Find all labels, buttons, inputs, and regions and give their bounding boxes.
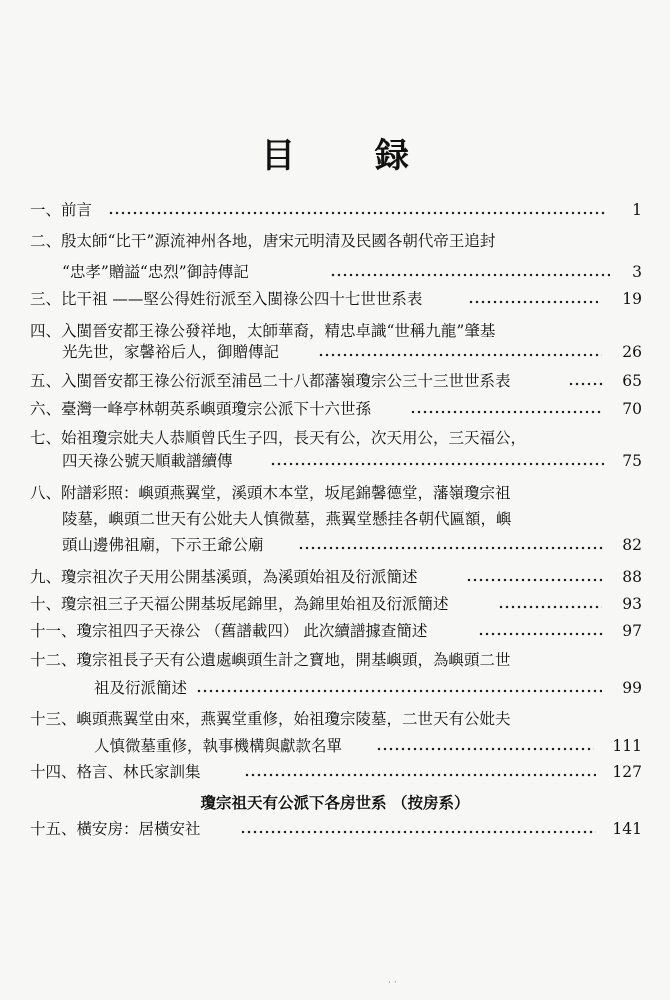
toc-entry-text: 七、始祖瓊宗妣夫人恭順曾氏生子四，長天有公，次天用公，三天福公，: [30, 429, 527, 447]
toc-entry-text: 八、附譜彩照：嶼頭燕翼堂，溪頭木本堂，坂尾錦馨德堂，藩嶺瓊宗祖: [30, 484, 511, 502]
toc-page-number: 97: [622, 622, 642, 640]
toc-page-number: 99: [622, 679, 642, 697]
toc-page-number: 93: [622, 595, 642, 613]
toc-entry: [0, 287, 670, 311]
toc-entry-text: 十五、橫安房：居橫安社: [30, 820, 201, 838]
toc-leader-dots: [108, 198, 606, 222]
toc-page-number: 19: [622, 290, 642, 308]
toc-page-number: 111: [612, 737, 642, 755]
toc-entry-text: 十四、格言、林氏家訓集: [30, 763, 201, 781]
toc-entry: [0, 507, 670, 531]
toc-entry-text: 十、瓊宗祖三子天福公開基坂尾錦里，為錦里始祖及衍派簡述: [30, 595, 449, 613]
toc-entry: [0, 369, 670, 393]
toc-entry: [0, 592, 670, 616]
toc-entry: [0, 707, 670, 731]
toc-entry-text: 三、比干祖 ——堅公得姓衍派至入閩祿公四十七世世系表: [30, 290, 423, 308]
toc-entry: [0, 817, 670, 841]
toc-entry-text: 五、入閩晉安都王祿公衍派至浦邑二十八都藩嶺瓊宗公三十三世世系表: [30, 372, 511, 390]
toc-entry: [0, 533, 670, 557]
toc-page-number: 88: [622, 568, 642, 586]
toc-entry: [0, 340, 670, 364]
toc-entry: [0, 426, 670, 450]
toc-entry-text: 光先世，家馨裕后人，御贈傳記: [62, 343, 280, 361]
toc-entry-text: 陵墓，嶼頭二世天有公妣夫人慎微墓，燕翼堂懸挂各朝代匾額，嶼: [62, 510, 512, 528]
toc-page-number: 3: [632, 263, 642, 281]
toc-entry-text: 四、入閩晉安都王祿公發祥地，太師華裔，精忠卓識“世稱九龍”肇基: [30, 322, 496, 340]
toc-page-number: 141: [612, 820, 642, 838]
toc-leader-dots: [498, 592, 602, 616]
toc-entry-text: 十一、瓊宗祖四子天祿公 （舊譜載四） 此次續譜據查簡述: [30, 622, 428, 640]
toc-entry: [0, 481, 670, 505]
toc-entry: [0, 565, 670, 589]
toc-entry: [0, 260, 670, 284]
toc-entry-text: 十三、嶼頭燕翼堂由來，燕翼堂重修，始祖瓊宗陵墓，二世天有公妣夫: [30, 710, 511, 728]
toc-entry: [0, 229, 670, 253]
toc-leader-dots: [478, 619, 604, 643]
toc-page-number: 127: [612, 763, 642, 781]
toc-page-number: 75: [622, 452, 642, 470]
section-subheading: 瓊宗祖天有公派下各房世系 （按房系）: [200, 793, 470, 812]
toc-entry-text: 九、瓊宗祖次子天用公開基溪頭，為溪頭始祖及衍派簡述: [30, 568, 418, 586]
toc-entry-text: 十二、瓊宗祖長子天有公遺處嶼頭生計之寶地，開基嶼頭，為嶼頭二世: [30, 651, 511, 669]
toc-leader-dots: [196, 676, 602, 700]
toc-leader-dots: [330, 260, 610, 284]
toc-entry: [0, 760, 670, 784]
toc-entry-text: 祖及衍派簡述: [94, 679, 188, 697]
toc-entry-text: 四天祿公號天順載譜續傳: [62, 452, 233, 470]
toc-entry-text: 一、前言: [30, 201, 93, 219]
page-title: 目 録: [261, 136, 443, 176]
toc-entry-text: 頭山邊佛祖廟，下示王爺公廟: [62, 536, 264, 554]
toc-entry: [0, 734, 670, 758]
scan-mark: · ⋅: [388, 978, 397, 988]
toc-leader-dots: [298, 533, 604, 557]
toc-leader-dots: [568, 369, 604, 393]
toc-page-number: 26: [622, 343, 642, 361]
toc-page-number: 82: [622, 536, 642, 554]
toc-entry-text: 人慎微墓重修，執事機構與獻款名單: [94, 737, 343, 755]
toc-entry: [0, 198, 670, 222]
toc-leader-dots: [244, 760, 596, 784]
toc-leader-dots: [410, 397, 602, 421]
toc-leader-dots: [468, 287, 598, 311]
toc-entry: [0, 449, 670, 473]
toc-page-number: 65: [622, 372, 642, 390]
toc-entry-text: 二、殷太師“比干”源流神州各地，唐宋元明清及民國各朝代帝王追封: [30, 232, 496, 250]
toc-entry: [0, 676, 670, 700]
toc-leader-dots: [270, 449, 604, 473]
toc-page-number: 1: [632, 201, 642, 219]
toc-leader-dots: [240, 817, 596, 841]
toc-leader-dots: [466, 565, 602, 589]
toc-entry-text: 六、臺灣一峰亭林朝英系嶼頭瓊宗公派下十六世孫: [30, 400, 372, 418]
toc-entry-text: “忠孝”贈謚“忠烈”御詩傳記: [62, 263, 249, 281]
toc-entry: [0, 619, 670, 643]
toc-entry: [0, 397, 670, 421]
toc-page-number: 70: [622, 400, 642, 418]
toc-entry: [0, 648, 670, 672]
toc-leader-dots: [376, 734, 594, 758]
toc-leader-dots: [318, 340, 602, 364]
